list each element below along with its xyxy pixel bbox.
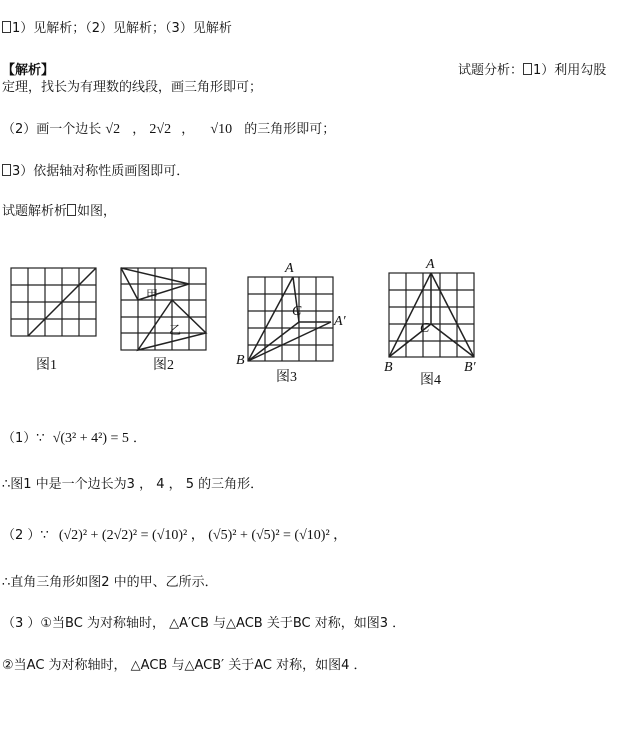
fig4-point-b-prime: B′ [464, 360, 476, 375]
solution-line-4: ∴直角三角形如图2 中的甲、乙所示． [2, 575, 218, 590]
sqrt10-value: √10 [210, 122, 233, 137]
analysis-head: 试题分析： [458, 63, 524, 78]
analysis-p1-tail: 1）利用勾股 [533, 63, 607, 78]
fig2-caption: 图2 [153, 358, 174, 373]
solution-head: 试题解析析 [2, 204, 68, 219]
figure-4 [388, 272, 476, 358]
answer-line [2, 20, 232, 38]
analysis-p1-cont: 定理，找长为有理数的线段，画三角形即可； [2, 80, 263, 95]
solution-head-line [2, 203, 116, 221]
solution-line-1 [2, 430, 146, 448]
analysis-p2-post: 的三角形即可； [244, 122, 336, 137]
s1-post: ． [133, 431, 147, 446]
jiexi-label: 【解析】 [2, 63, 55, 78]
fig3-point-a: A [285, 261, 294, 276]
analysis-p2-line: （2）画一个边长 √2 ， 2√2 ， √10 的三角形即可； [2, 122, 336, 137]
s3-expr: (√2)² + (2√2)² = (√10)² ， (√5)² + (√5)² = (√10)² ， [58, 528, 348, 543]
fig3-point-a-prime: A′ [334, 314, 346, 329]
analysis-p3: 3）依据轴对称性质画图即可． [12, 164, 190, 179]
fig3-point-b: B [236, 353, 245, 368]
jia-label: 甲 [146, 288, 159, 302]
missing-glyph-icon [523, 63, 532, 75]
s1-pre: （1）∵ [2, 431, 45, 446]
fig4-point-c: C [420, 321, 430, 336]
two-sqrt2-value: 2√2 [149, 122, 172, 137]
missing-glyph-icon [2, 164, 11, 176]
solution-line-5: （3 ）①当BC 为对称轴时， △A′CB 与△ACB 关于BC 对称，如图3 ． [2, 616, 406, 631]
fig3-point-c: C [292, 304, 302, 319]
figure-2 [120, 267, 208, 351]
solution-head-tail: 如图， [77, 204, 117, 219]
yi-label: 乙 [169, 323, 182, 337]
missing-glyph-icon [2, 21, 11, 33]
sqrt2-value: √2 [105, 122, 121, 137]
missing-glyph-icon [67, 204, 76, 216]
analysis-p2-pre: （2）画一个边长 [2, 122, 102, 137]
figure-3 [247, 276, 335, 362]
fig4-point-a: A [426, 257, 435, 272]
analysis-head-line [458, 62, 606, 80]
answer-text: 1）见解析；（2）见解析；（3）见解析 [12, 21, 232, 36]
solution-line-6: ②当AC 为对称轴时， △ACB 与△ACB′ 关于AC 对称，如图4 ． [2, 658, 367, 673]
figure-1 [10, 267, 98, 337]
fig1-caption: 图1 [36, 358, 57, 373]
analysis-p3-line [2, 163, 189, 181]
fig3-caption: 图3 [276, 370, 297, 385]
solution-line-3 [2, 527, 347, 545]
s1-expr: √(3² + 4²) = 5 [52, 431, 129, 446]
fig4-caption: 图4 [420, 373, 441, 388]
solution-line-2: ∴图1 中是一个边长为3 ， 4 ， 5 的三角形． [2, 477, 264, 492]
s3-pre: （2 ）∵ [2, 528, 49, 543]
fig4-point-b: B [384, 360, 393, 375]
